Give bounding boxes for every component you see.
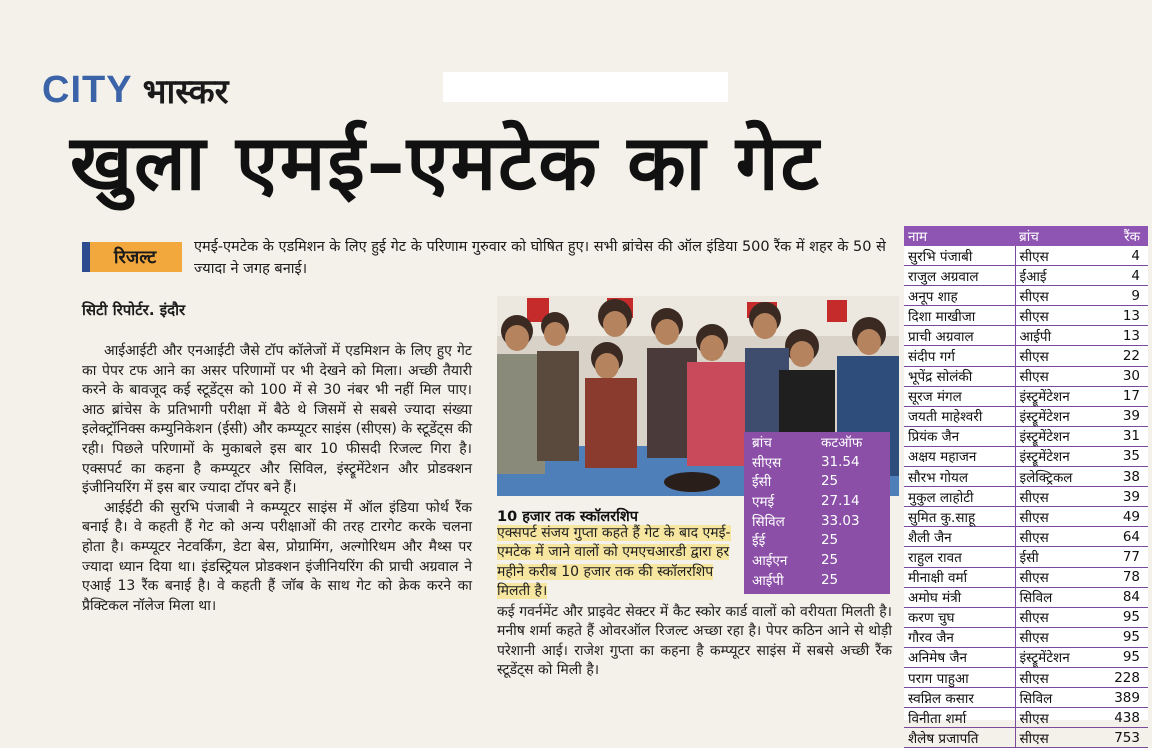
rank-value: 13 (1097, 326, 1148, 346)
rank-row (904, 286, 1148, 306)
rank-name: भूपेंद्र सोलंकी (904, 366, 1015, 386)
rank-branch: आईपी (1015, 326, 1097, 346)
rank-row (904, 507, 1148, 527)
cutoff-row (744, 511, 890, 531)
rank-value: 39 (1097, 487, 1148, 507)
rank-name: संदीप गर्ग (904, 346, 1015, 366)
rank-value: 753 (1097, 728, 1148, 748)
rank-branch: सीएस (1015, 527, 1097, 547)
byline: सिटी रिपोर्टर. इंदौर (82, 301, 186, 319)
rank-row (904, 446, 1148, 466)
rank-value: 31 (1097, 426, 1148, 446)
rank-value: 95 (1097, 627, 1148, 647)
cutoff-value: 25 (820, 551, 839, 568)
rank-name: राजुल अग्रवाल (904, 266, 1015, 286)
rank-row (904, 688, 1148, 708)
rank-value: 77 (1097, 547, 1148, 567)
scholarship-highlight (497, 524, 742, 601)
cutoff-row (744, 471, 890, 491)
cutoff-branch: सीएस (752, 454, 782, 471)
result-tag-label: रिजल्ट (113, 247, 157, 268)
rank-branch: इंस्ट्रूमेंटेशन (1015, 446, 1097, 466)
scholarship-rest: कई गवर्नमेंट और प्राइवेट सेक्टर में कैट स्कोर कार्ड वालों को वरीयता मिलती है। मनीष शर्मा कहते हैं ओवरऑल रिजल्ट अच्छा रहा है। पेपर कठिन आने से थोड़ी परेशानी आई। राजेश गुप्ता का कहना है कम्प्यूटर साइंस में सबसे अच्छी रैंक स्टूडेंट्स को मिली है। (497, 604, 892, 678)
rank-row (904, 386, 1148, 406)
rank-value: 13 (1097, 306, 1148, 326)
rank-name: प्राची अग्रवाल (904, 326, 1015, 346)
cutoff-value: 27.14 (820, 492, 860, 509)
rank-branch: सीएस (1015, 507, 1097, 527)
rank-branch: सीएस (1015, 286, 1097, 306)
rank-branch: ईसी (1015, 547, 1097, 567)
rank-row (904, 406, 1148, 426)
rank-row (904, 527, 1148, 547)
cutoff-branch: ईई (752, 533, 766, 550)
rank-value: 49 (1097, 507, 1148, 527)
rank-value: 228 (1097, 667, 1148, 687)
masthead-blank-patch (443, 72, 728, 102)
rank-row (904, 326, 1148, 346)
rank-value: 30 (1097, 366, 1148, 386)
rank-row (904, 708, 1148, 728)
rank-name: अक्षय महाजन (904, 446, 1015, 466)
article-body (82, 342, 472, 616)
intro-text: एमई-एमटेक के एडमिशन के लिए हुई गेट के परिणाम गुरुवार को घोषित हुए। सभी ब्रांचेस की ऑल इंडिया 500 रैंक में शहर के 50 से ज्यादा ने जगह बनाई। (194, 239, 886, 277)
rank-value: 39 (1097, 406, 1148, 426)
rank-branch: सीएस (1015, 708, 1097, 728)
rank-row (904, 366, 1148, 386)
rank-name: प्रियंक जैन (904, 426, 1015, 446)
rank-branch: सीएस (1015, 346, 1097, 366)
rank-name: गौरव जैन (904, 627, 1015, 647)
rank-row (904, 246, 1148, 266)
rank-name: राहुल रावत (904, 547, 1015, 567)
cutoff-table-box (744, 432, 890, 594)
rank-row (904, 587, 1148, 607)
rank-list-table (904, 226, 1148, 748)
rank-row (904, 647, 1148, 667)
rank-branch: सीएस (1015, 728, 1097, 748)
cutoff-table (744, 432, 890, 590)
rank-branch: सिविल (1015, 587, 1097, 607)
rank-list-box (904, 226, 1148, 747)
headline: खुला एमई–एमटेक का गेट (70, 118, 821, 207)
cutoff-branch: एमई (752, 493, 775, 510)
rank-value: 22 (1097, 346, 1148, 366)
cutoff-row (744, 570, 890, 590)
rank-branch: सीएस (1015, 487, 1097, 507)
rank-row (904, 547, 1148, 567)
rank-value: 438 (1097, 708, 1148, 728)
rank-branch: सीएस (1015, 667, 1097, 687)
rank-value: 78 (1097, 567, 1148, 587)
rank-name: सौरभ गोयल (904, 467, 1015, 487)
cutoff-branch: आईएन (752, 552, 788, 569)
cutoff-header-row (744, 432, 890, 452)
rank-name: विनीता शर्मा (904, 708, 1015, 728)
cutoff-row (744, 491, 890, 511)
rank-branch: इंस्ट्रूमेंटेशन (1015, 386, 1097, 406)
rank-branch: सीएस (1015, 627, 1097, 647)
rank-value: 17 (1097, 386, 1148, 406)
masthead (42, 70, 229, 110)
rank-name: सूरज मंगल (904, 386, 1015, 406)
rank-row (904, 667, 1148, 687)
rank-header-row (904, 226, 1148, 246)
rank-value: 95 (1097, 647, 1148, 667)
rank-name: करण चुघ (904, 607, 1015, 627)
rank-row (904, 607, 1148, 627)
rank-row (904, 266, 1148, 286)
rank-name: सुमित कु.साहू (904, 507, 1015, 527)
rank-branch: सीएस (1015, 246, 1097, 266)
rank-branch: इलेक्ट्रिकल (1015, 467, 1097, 487)
rank-row (904, 346, 1148, 366)
result-tag (82, 242, 182, 272)
cutoff-value: 25 (820, 473, 839, 490)
rank-name: जयती माहेश्वरी (904, 406, 1015, 426)
rank-list-body (904, 246, 1148, 748)
rank-row (904, 426, 1148, 446)
rank-header-name: नाम (904, 226, 1015, 246)
rank-value: 38 (1097, 467, 1148, 487)
cutoff-header-cutoff: कटऑफ (820, 434, 863, 451)
rank-value: 389 (1097, 688, 1148, 708)
rank-name: दिशा माखीजा (904, 306, 1015, 326)
rank-row (904, 627, 1148, 647)
rank-name: पराग पाहुआ (904, 667, 1015, 687)
rank-branch: इंस्ट्रूमेंटेशन (1015, 406, 1097, 426)
rank-value: 95 (1097, 607, 1148, 627)
rank-name: सुरभि पंजाबी (904, 246, 1015, 266)
scholarship-heading: 10 हजार तक स्कॉलरशिप (497, 509, 639, 525)
rank-header-rank: रैंक (1097, 226, 1148, 246)
rank-branch: सीएस (1015, 567, 1097, 587)
rank-row (904, 487, 1148, 507)
rank-name: मीनाक्षी वर्मा (904, 567, 1015, 587)
article-paragraph: आईआईटी और एनआईटी जैसे टॉप कॉलेजों में एडमिशन के लिए हुए गेट का पेपर टफ आने का असर परिणामों पर भी देखने को मिला। अच्छी तैयारी करने के बावजूद कई स्टूडेंट्स को 100 में से 30 नंबर भी नहीं मिल पाए। आठ ब्रांचेस के प्रतिभागी परीक्षा में बैठे थे जिसमें से सबसे ज्यादा संख्या इलेक्ट्रॉनिक्स कम्युनिकेशन (ईसी) और कम्प्यूटर साइंस (सीएस) के स्टूडेंट्स की रही। पिछले परिणामों के मुकाबले इस बार 10 फीसदी रिजल्ट गिरा है। एक्सपर्ट का कहना है कम्प्यूटर और सिविल, इंस्ट्रूमेंटेशन और प्रोडक्शन इंजीनियरिंग में इस बार ज्यादा टॉपर बने हैं। (82, 343, 472, 497)
cutoff-row (744, 550, 890, 570)
rank-name: अनिमेष जैन (904, 647, 1015, 667)
cutoff-branch: सिविल (752, 513, 785, 530)
rank-name: अमोघ मंत्री (904, 587, 1015, 607)
cutoff-value: 33.03 (820, 512, 860, 529)
rank-branch: सीएस (1015, 306, 1097, 326)
rank-branch: सिविल (1015, 688, 1097, 708)
cutoff-value: 31.54 (820, 453, 860, 470)
cutoff-branch: आईपी (752, 572, 784, 589)
rank-value: 64 (1097, 527, 1148, 547)
rank-branch: ईआई (1015, 266, 1097, 286)
cutoff-branch: ईसी (752, 474, 772, 491)
cutoff-row (744, 452, 890, 472)
masthead-city: CITY (42, 68, 133, 111)
rank-row (904, 306, 1148, 326)
rank-value: 4 (1097, 266, 1148, 286)
rank-row (904, 567, 1148, 587)
rank-value: 35 (1097, 446, 1148, 466)
rank-branch: सीएस (1015, 366, 1097, 386)
rank-branch: इंस्ट्रूमेंटेशन (1015, 647, 1097, 667)
rank-value: 4 (1097, 246, 1148, 266)
cutoff-row (744, 530, 890, 550)
cutoff-value: 25 (820, 532, 839, 549)
rank-name: मुकुल लाहोटी (904, 487, 1015, 507)
rank-name: शैली जैन (904, 527, 1015, 547)
cutoff-header-branch: ब्रांच (752, 434, 772, 451)
rank-name: अनूप शाह (904, 286, 1015, 306)
rank-branch: सीएस (1015, 607, 1097, 627)
rank-row (904, 728, 1148, 748)
cutoff-value: 25 (820, 571, 839, 588)
rank-branch: इंस्ट्रूमेंटेशन (1015, 426, 1097, 446)
rank-value: 84 (1097, 587, 1148, 607)
rank-name: शैलेष प्रजापति (904, 728, 1015, 748)
rank-row (904, 467, 1148, 487)
article-paragraph: आईईटी की सुरभि पंजाबी ने कम्प्यूटर साइंस में ऑल इंडिया फोर्थ रैंक बनाई है। वे कहती हैं गेट को अन्य परीक्षाओं की तरह टारगेट करके चलना होता है। कम्प्यूटर नेटवर्किंग, डेटा बेस, प्रोग्रामिंग, अल्गोरिथम और मैथ्स पर ज्यादा ध्यान दिया था। इंडस्ट्रियल प्रोडक्शन इंजीनियरिंग की प्राची अग्रवाल ने एआई 13 रैंक बनाई है। वे कहती हैं जॉब के साथ गेट को क्रेक करने का प्रैक्टिकल नॉलेज मिला था। (82, 499, 472, 614)
rank-value: 9 (1097, 286, 1148, 306)
rank-name: स्वप्निल कसार (904, 688, 1015, 708)
rank-header-branch: ब्रांच (1015, 226, 1097, 246)
scholarship-highlight-text: एक्सपर्ट संजय गुप्ता कहते हैं गेट के बाद एमई-एमटेक में जाने वालों को एमएचआरडी द्वारा हर महीने करीब 10 हजार तक की स्कॉलरशिप मिलती है। (497, 525, 731, 599)
masthead-paper-name: भास्कर (142, 72, 229, 112)
